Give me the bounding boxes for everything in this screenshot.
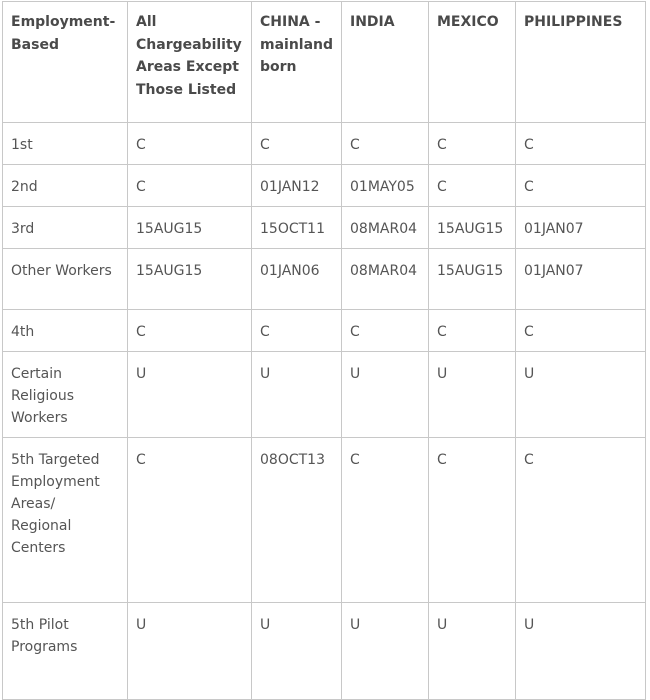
cell-philippines: C (516, 123, 646, 165)
cell-philippines: C (516, 310, 646, 352)
table-row (3, 123, 646, 165)
table-row (3, 438, 646, 603)
table-row (3, 249, 646, 310)
cell-philippines: C (516, 165, 646, 207)
cell-philippines: C (516, 438, 646, 603)
cell-china: 15OCT11 (252, 207, 342, 249)
cell-mexico: 15AUG15 (429, 207, 516, 249)
cell-india: C (342, 123, 429, 165)
cell-all-chargeability: U (128, 603, 252, 700)
cell-philippines: U (516, 352, 646, 438)
cell-mexico: U (429, 352, 516, 438)
table-row (3, 603, 646, 700)
table-row (3, 352, 646, 438)
row-category: 1st (3, 123, 128, 165)
row-category: Certain Religious Workers (3, 352, 128, 438)
row-category: 2nd (3, 165, 128, 207)
cell-india: U (342, 352, 429, 438)
cell-china: C (252, 310, 342, 352)
cell-all-chargeability: C (128, 310, 252, 352)
cell-india: C (342, 438, 429, 603)
row-category: Other Workers (3, 249, 128, 310)
header-philippines: PHILIPPINES (516, 2, 646, 123)
cell-india: 08MAR04 (342, 207, 429, 249)
cell-china: 08OCT13 (252, 438, 342, 603)
cell-china: U (252, 603, 342, 700)
header-mexico: MEXICO (429, 2, 516, 123)
cell-india: U (342, 603, 429, 700)
cell-mexico: C (429, 165, 516, 207)
cell-all-chargeability: 15AUG15 (128, 207, 252, 249)
header-all-chargeability: All Chargeability Areas Except Those Listed (128, 2, 252, 123)
table-header-row (3, 2, 646, 123)
cell-philippines: 01JAN07 (516, 249, 646, 310)
table-row (3, 165, 646, 207)
header-india: INDIA (342, 2, 429, 123)
cell-all-chargeability: C (128, 165, 252, 207)
cell-china: C (252, 123, 342, 165)
cell-india: 01MAY05 (342, 165, 429, 207)
header-employment-based: Employment-Based (3, 2, 128, 123)
cell-mexico: U (429, 603, 516, 700)
cell-all-chargeability: U (128, 352, 252, 438)
row-category: 5th Targeted Employment Areas/ Regional Centers (3, 438, 128, 603)
cell-mexico: C (429, 310, 516, 352)
cell-mexico: 15AUG15 (429, 249, 516, 310)
cell-philippines: U (516, 603, 646, 700)
cell-mexico: C (429, 123, 516, 165)
cell-china: 01JAN12 (252, 165, 342, 207)
cell-all-chargeability: C (128, 123, 252, 165)
cell-china: 01JAN06 (252, 249, 342, 310)
table-row (3, 207, 646, 249)
cell-mexico: C (429, 438, 516, 603)
cell-all-chargeability: C (128, 438, 252, 603)
row-category: 3rd (3, 207, 128, 249)
row-category: 4th (3, 310, 128, 352)
row-category: 5th Pilot Programs (3, 603, 128, 700)
cell-india: 08MAR04 (342, 249, 429, 310)
header-china: CHINA - mainland born (252, 2, 342, 123)
cell-all-chargeability: 15AUG15 (128, 249, 252, 310)
cell-india: C (342, 310, 429, 352)
table-row (3, 310, 646, 352)
cell-china: U (252, 352, 342, 438)
cell-philippines: 01JAN07 (516, 207, 646, 249)
visa-bulletin-table (2, 1, 646, 700)
